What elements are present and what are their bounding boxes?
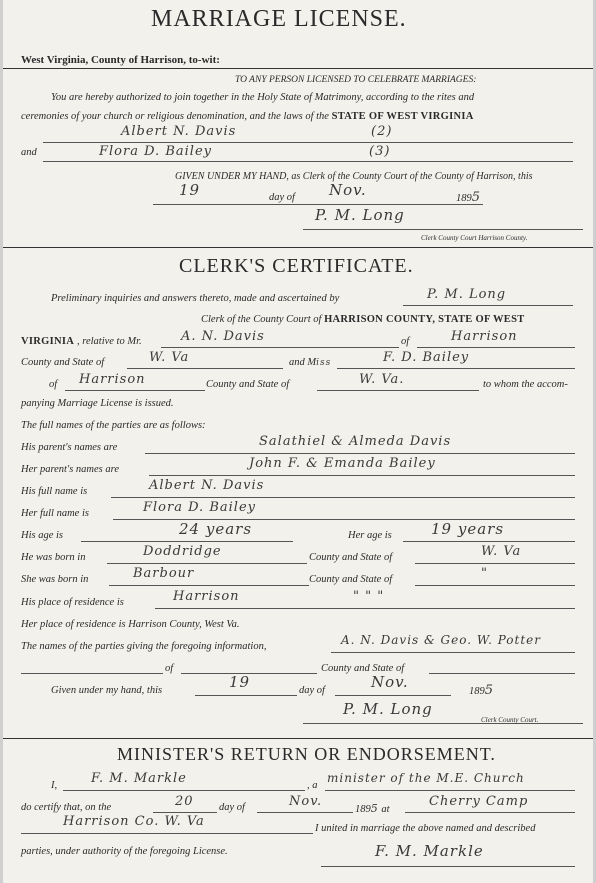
certificate-year: 1895 [469,683,495,698]
certificate-title: CLERK'S CERTIFICATE. [179,255,414,277]
groom-name: Albert N. Davis [121,124,237,139]
line [335,695,451,696]
license-title: MARRIAGE LICENSE. [151,6,407,32]
bride-name: Flora D. Bailey [99,144,212,159]
informant-value: A. N. Davis & Geo. W. Potter [341,633,542,647]
his-residence-ditto: " " " [353,589,385,604]
she-born-value: Barbour [133,566,195,581]
his-full-name-value: Albert N. Davis [149,478,265,493]
divider [3,68,593,69]
line [325,790,575,791]
her-full-name-value: Flora D. Bailey [143,500,256,515]
line [331,652,575,653]
certificate-given-label: Given under my hand, this [51,685,163,696]
line [405,812,575,813]
license-day: 19 [179,181,201,199]
certificate-clerk-caption: Clerk County Court. [481,716,539,724]
line [417,347,575,348]
divider [3,247,593,248]
certificate-relative-label: , relative to Mr. [77,336,142,347]
accompanying-label: to whom the accom- [483,379,568,390]
bride-mark: (3) [369,144,391,159]
his-full-name-label: His full name is [21,486,88,497]
line [63,790,305,791]
his-age-label: His age is [21,530,63,541]
and-miss-label: and Miss [289,357,332,368]
line [415,585,575,586]
license-date-line [153,204,483,205]
her-parents-value: John F. & Emanda Bailey [249,456,436,471]
groom-county: Harrison [451,329,518,344]
his-parents-label: His parent's names are [21,442,118,453]
her-age-label: Her age is [348,530,392,541]
minister-title: MINISTER'S RETURN OR ENDORSEMENT. [117,744,496,764]
bride-county: Harrison [79,372,146,387]
accompanying-label-2: panying Marriage License is issued. [21,398,174,409]
line [303,723,583,724]
line [321,866,575,867]
he-born-county-state-label: County and State of [309,552,393,563]
groom-short-name: A. N. Davis [181,329,265,344]
minister-denomination: minister of the M.E. Church [327,771,525,785]
certificate-line-1: Preliminary inquiries and answers thereto, made and ascertained by [51,293,340,304]
county-state-label: County and State of [21,357,105,368]
license-body-line-2: ceremonies of your church or religious denomination, and the laws of the STATE OF WEST VIRGINIA [21,111,474,122]
and-label: and [21,147,37,158]
line [21,833,313,834]
line [195,695,297,696]
she-born-county-state-label: County and State of [309,574,393,585]
license-given-line: GIVEN UNDER MY HAND, as Clerk of the County Court of the County of Harrison, this [175,171,533,182]
license-addressee: TO ANY PERSON LICENSED TO CELEBRATE MARRIAGES: [235,75,477,85]
she-born-state: " [481,566,488,581]
line [21,673,163,674]
certificate-clerk-signature: P. M. Long [343,700,433,718]
license-month: Nov. [329,181,367,199]
certificate-ascertained-by: P. M. Long [427,287,507,302]
her-parents-label: Her parent's names are [21,464,119,475]
bride-short-name: F. D. Bailey [383,350,470,365]
line [153,812,217,813]
minister-parties-label: parties, under authority of the foregoing License. [21,846,228,857]
line [81,541,293,542]
minister-name: F. M. Markle [91,771,187,786]
minister-day: 20 [175,794,194,809]
of-label-3: of [165,663,174,674]
his-age-value: 24 years [179,520,253,538]
line [127,368,283,369]
line [111,497,575,498]
of-label: of [401,336,410,347]
license-jurisdiction: West Virginia, County of Harrison, to-wit: [21,54,220,66]
minister-place: Cherry Camp [429,794,529,809]
he-born-label: He was born in [21,552,86,563]
minister-a-label: , a [307,780,318,791]
minister-signature: F. M. Markle [375,842,484,860]
line [337,368,575,369]
line [429,673,575,674]
certificate-virginia: VIRGINIA [21,336,75,347]
minister-i-label: I, [51,780,58,791]
his-residence-value: Harrison [173,589,240,604]
bride-state: W. Va. [359,372,405,387]
groom-line [43,142,573,143]
groom-state: W. Va [149,350,190,365]
line [65,390,205,391]
minister-day-of: day of [219,802,245,813]
groom-mark: (2) [371,124,393,139]
line [317,390,479,391]
he-born-state: W. Va [481,544,522,559]
she-born-label: She was born in [21,574,89,585]
county-state-label-2: County and State of [206,379,290,390]
county-state-label-3: County and State of [321,663,405,674]
certificate-line-2: Clerk of the County Court of HARRISON COUNTY, STATE OF WEST [201,314,525,325]
full-names-intro: The full names of the parties are as follows: [21,420,206,431]
her-full-name-label: Her full name is [21,508,89,519]
line [257,812,353,813]
license-day-of: day of [269,192,295,203]
her-residence-label: Her place of residence is Harrison County, West Va. [21,619,240,630]
license-clerk-caption: Clerk County Court Harrison County. [421,234,528,242]
license-clerk-signature: P. M. Long [315,206,405,224]
license-signature-line [303,229,583,230]
he-born-value: Doddridge [143,544,222,559]
of-label-2: of [49,379,58,390]
her-age-value: 19 years [431,520,505,538]
his-parents-value: Salathiel & Almeda Davis [259,434,452,449]
line [155,608,575,609]
certificate-day-of: day of [299,685,325,696]
line [107,563,307,564]
line [415,563,575,564]
line [109,585,309,586]
minister-united-label: I united in marriage the above named and described [315,823,536,834]
line [161,347,399,348]
line [403,305,573,306]
certificate-day: 19 [229,673,251,691]
minister-year: 1895 at [355,802,390,815]
his-residence-label: His place of residence is [21,597,124,608]
minister-month: Nov. [289,794,323,809]
license-year: 1895 [456,190,482,205]
line [403,541,575,542]
divider [3,738,593,739]
marriage-record-page [3,0,593,883]
minister-certify-label: do certify that, on the [21,802,112,813]
informant-label: The names of the parties giving the foregoing information, [21,641,267,652]
line [145,453,575,454]
line [149,475,575,476]
bride-line [43,161,573,162]
minister-county: Harrison Co. W. Va [63,814,205,829]
certificate-month: Nov. [371,673,409,691]
license-body-line-1: You are hereby authorized to join together in the Holy State of Matrimony, according to the rites and [51,92,475,103]
